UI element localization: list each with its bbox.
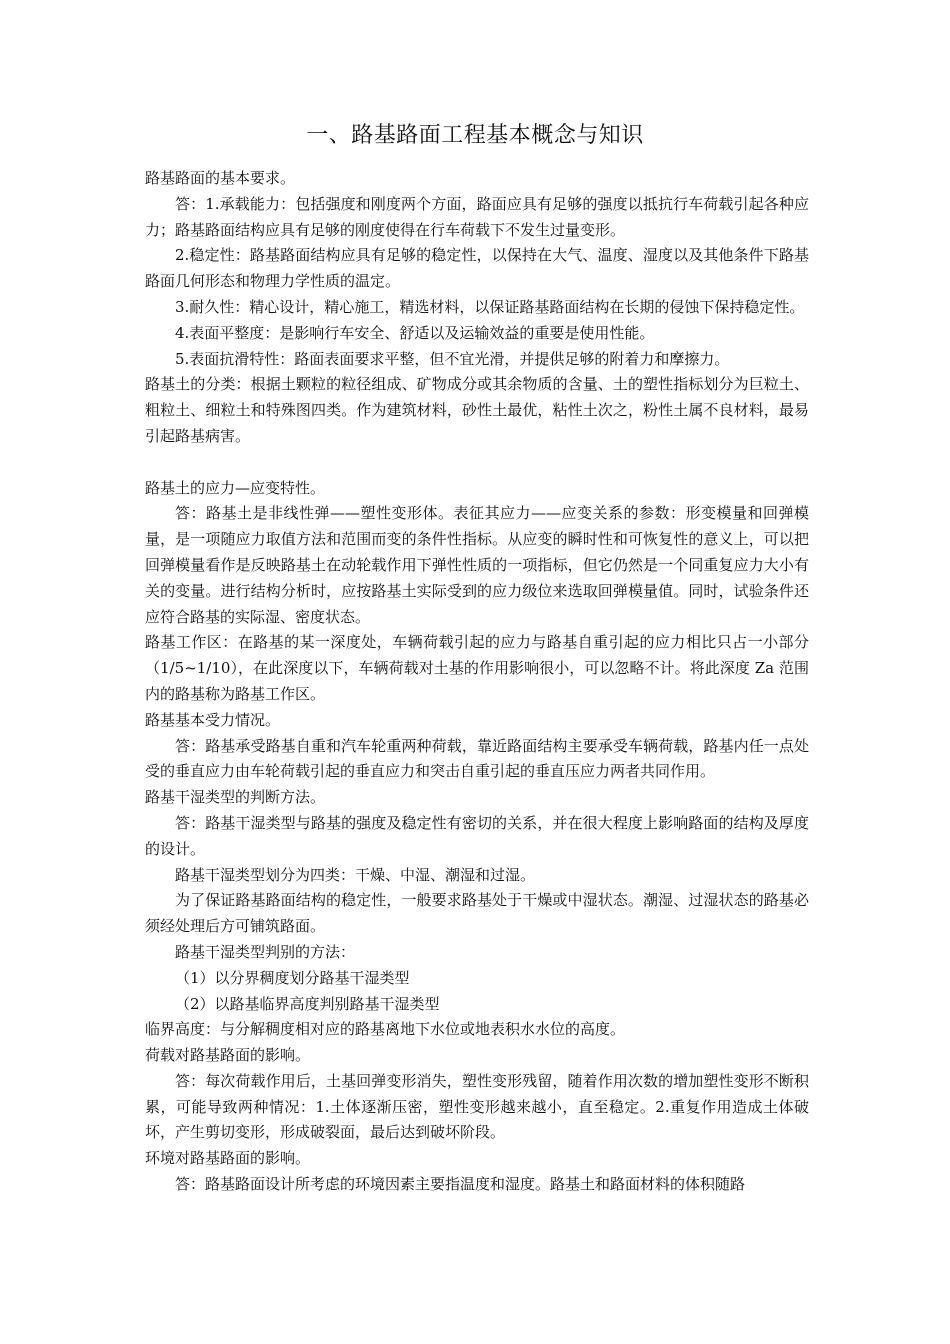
paragraph: 路基干湿类型划分为四类：干燥、中湿、潮湿和过湿。 — [175, 865, 536, 884]
page-title: 一、路基路面工程基本概念与知识 — [306, 123, 644, 148]
paragraph: 答：路基干湿类型与路基的强度及稳定性有密切的关系，并在很大程度上影响路面的结构及厚度的设计。 — [145, 813, 809, 858]
paragraph: 环境对路基路面的影响。 — [145, 1149, 311, 1168]
paragraph: 答：路基土是非线性弹——塑性变形体。表征其应力——应变关系的参数：形变模量和回弹模量，是一项随应力取值方法和范围而变的条件性指标。从应变的瞬时性和可恢复性的意义上，可以把回弹模量看作是反映路基土在动轮载作用下弹性性质的一项指标，但它仍然是一个同重复应力大小有关的变量。进行结构分析时，应按路基土实际受到的应力级位来选取回弹模量值。同时，试验条件还应符合路基的实际湿、密度状态。 — [145, 504, 809, 626]
paragraph: （1）以分界稠度划分路基干湿类型 — [175, 968, 410, 987]
paragraph: （2）以路基临界高度判别路基干湿类型 — [175, 994, 440, 1013]
paragraph: 路基路面的基本要求。 — [145, 169, 296, 187]
blank-line — [145, 450, 809, 476]
paragraph: 5.表面抗滑特性：路面表面要求平整，但不宜光滑，并提供足够的附着力和摩擦力。 — [175, 349, 730, 368]
document-body — [145, 166, 809, 1198]
paragraph: 路基干湿类型的判断方法。 — [145, 788, 326, 807]
paragraph: 2.稳定性：路基路面结构应具有足够的稳定性，以保持在大气、温度、湿度以及其他条件下路基路面几何形态和物理力学性质的温定。 — [145, 246, 809, 291]
paragraph: 答：每次荷载作用后，土基回弹变形消失，塑性变形残留，随着作用次数的增加塑性变形不断积累，可能导致两种情况：1.土体逐渐压密，塑性变形越来越小，直至稳定。2.重复作用造成土体破坏，产生剪切变形，形成破裂面，最后达到破坏阶段。 — [145, 1071, 809, 1142]
paragraph: 临界高度：与分解稠度相对应的路基离地下水位或地表积水水位的高度。 — [145, 1020, 626, 1039]
paragraph: 3.耐久性：精心设计，精心施工，精选材料，以保证路基路面结构在长期的侵蚀下保持稳定性。 — [175, 297, 805, 316]
paragraph: 为了保证路基路面结构的稳定性，一般要求路基处于干燥或中湿状态。潮湿、过湿状态的路基必须经处理后方可铺筑路面。 — [145, 891, 809, 936]
paragraph: 答：路基路面设计所考虑的环境因素主要指温度和湿度。路基土和路面材料的体积随路 — [175, 1175, 746, 1194]
paragraph: 4.表面平整度：是影响行车安全、舒适以及运输效益的重要是使用性能。 — [175, 323, 655, 342]
paragraph: 路基基本受力情况。 — [145, 710, 281, 729]
paragraph: 路基土的分类：根据土颗粒的粒径组成、矿物成分或其余物质的含量、土的塑性指标划分为巨粒土、粗粒土、细粒土和特殊图四类。作为建筑材料，砂性土最优，粘性土次之，粉性土属不良材料，最易引起路基病害。 — [145, 375, 809, 445]
paragraph: 荷载对路基路面的影响。 — [145, 1046, 311, 1065]
paragraph: 路基工作区：在路基的某一深度处，车辆荷载引起的应力与路基自重引起的应力相比只占一小部分（1/5~1/10），在此深度以下，车辆荷载对土基的作用影响很小，可以忽略不计。将此深度 Za 范围内的路基称为路基工作区。 — [145, 633, 809, 703]
paragraph: 路基土的应力—应变特性。 — [145, 478, 326, 497]
paragraph: 答：1.承载能力：包括强度和刚度两个方面，路面应具有足够的强度以抵抗行车荷载引起各种应力；路基路面结构应具有足够的刚度使得在行车荷载下不发生过量变形。 — [145, 194, 809, 239]
paragraph: 答：路基承受路基自重和汽车轮重两种荷载，靠近路面结构主要承受车辆荷载，路基内任一点处受的垂直应力由车轮荷载引起的垂直应力和突击自重引起的垂直压应力两者共同作用。 — [145, 736, 809, 781]
paragraph: 路基干湿类型判别的方法： — [175, 942, 356, 961]
